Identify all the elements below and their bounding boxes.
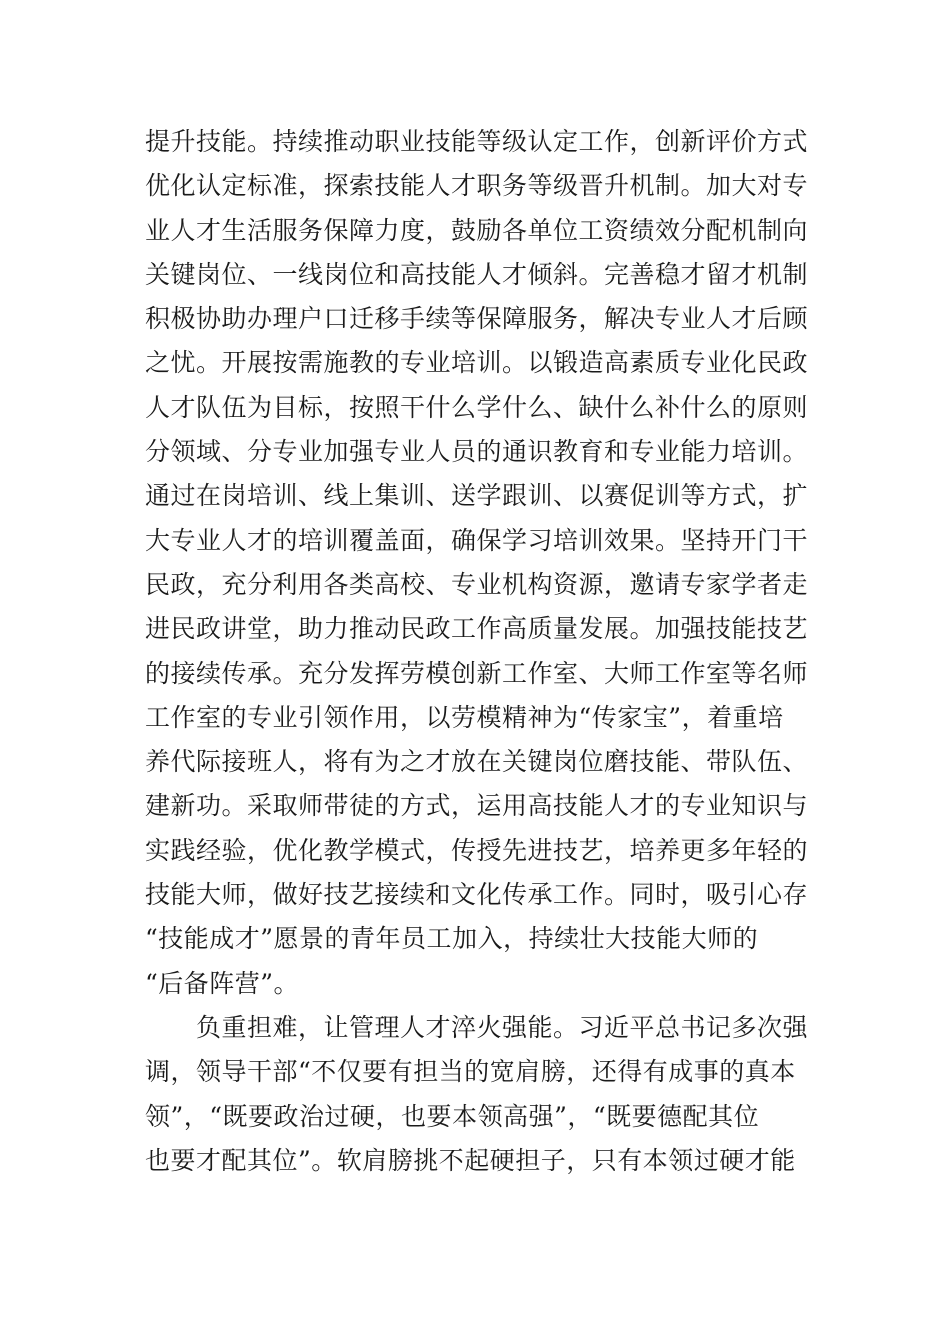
text-line: 负重担难，让管理人才淬火强能。习近平总书记多次强 (145, 1012, 809, 1042)
text-line: 提升技能。持续推动职业技能等级认定工作，创新评价方式 (145, 127, 809, 156)
text-line: 分领域、分专业加强专业人员的通识教育和专业能力培训。 (145, 437, 809, 467)
text-line: 养代际接班人，将有为之才放在关键岗位磨技能、带队伍、 (145, 747, 809, 777)
text-line: 建新功。采取师带徒的方式，运用高技能人才的专业知识与 (145, 791, 809, 821)
body-text (145, 120, 815, 1183)
text-line: 实践经验，优化教学模式，传授先进技艺，培养更多年轻的 (145, 835, 809, 865)
text-line: 大专业人才的培训覆盖面，确保学习培训效果。坚持开门干 (145, 525, 809, 555)
text-line: “后备阵营”。 (145, 968, 300, 998)
text-line: 也要才配其位”。软肩膀挑不起硬担子，只有本领过硬才能 (145, 1145, 796, 1175)
text-line: 调，领导干部“不仅要有担当的宽肩膀，还得有成事的真本 (145, 1057, 796, 1087)
text-line: “技能成才”愿景的青年员工加入，持续壮大技能大师的 (145, 924, 759, 954)
text-line: 之忧。开展按需施教的专业培训。以锻造高素质专业化民政 (145, 348, 809, 378)
text-line: 人才队伍为目标，按照干什么学什么、缺什么补什么的原则 (145, 392, 809, 422)
text-line: 领”，“既要政治过硬，也要本领高强”，“既要德配其位 (145, 1101, 760, 1131)
text-line: 业人才生活服务保障力度，鼓励各单位工资绩效分配机制向 (145, 215, 809, 245)
text-line: 工作室的专业引领作用，以劳模精神为“传家宝”，着重培 (145, 702, 784, 732)
text-line: 进民政讲堂，助力推动民政工作高质量发展。加强技能技艺 (145, 614, 809, 644)
text-line: 的接续传承。充分发挥劳模创新工作室、大师工作室等名师 (145, 658, 809, 688)
text-line: 积极协助办理户口迁移手续等保障服务，解决专业人才后顾 (145, 304, 809, 334)
text-line: 民政，充分利用各类高校、专业机构资源，邀请专家学者走 (145, 569, 809, 599)
text-line: 通过在岗培训、线上集训、送学跟训、以赛促训等方式，扩 (145, 481, 809, 511)
text-line: 优化认定标准，探索技能人才职务等级晋升机制。加大对专 (145, 171, 809, 201)
text-line: 技能大师，做好技艺接续和文化传承工作。同时，吸引心存 (145, 880, 809, 910)
text-line: 关键岗位、一线岗位和高技能人才倾斜。完善稳才留才机制 (145, 259, 809, 289)
